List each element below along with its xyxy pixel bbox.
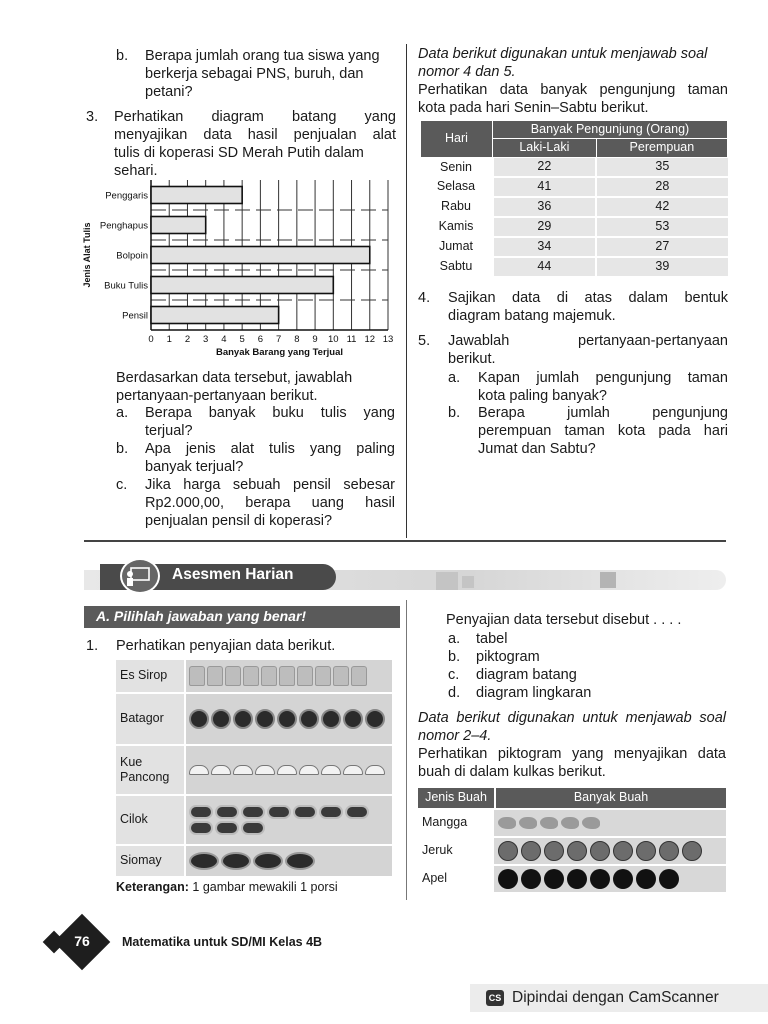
pictogram-row-label: Jeruk	[422, 843, 453, 858]
table-header-perempuan: Perempuan	[596, 139, 727, 157]
kue-pancong-icon	[255, 765, 275, 775]
table-header-group: Banyak Pengunjung (Orang)	[493, 121, 728, 139]
decor-square	[462, 576, 474, 588]
fruit-pictogram-header	[418, 788, 726, 808]
cilok-plate-icon	[345, 805, 369, 819]
chart-y-axis-label: Jenis Alat Tulis	[82, 222, 92, 288]
pictogram-row-icons	[186, 796, 392, 844]
question-text: Kapan jumlah pengunjung taman	[478, 370, 728, 386]
question-text: tulis di koperasi SD Merah Putih dalam	[114, 145, 364, 161]
question-text: menyajikan data hasil penjualan alat	[114, 127, 396, 143]
option-letter: a.	[448, 631, 461, 647]
mangga-icon	[540, 817, 558, 829]
header-jenis-buah: Jenis Buah	[425, 790, 487, 805]
question-text: Sajikan data di atas dalam bentuk	[448, 290, 728, 306]
question-text: diagram batang majemuk.	[448, 308, 616, 324]
option-letter: b.	[448, 649, 461, 665]
question-text: banyak terjual?	[145, 459, 244, 475]
paragraph-text: Perhatikan piktogram yang menyajikan data	[418, 746, 726, 762]
option-text: tabel	[476, 631, 508, 647]
jeruk-icon	[521, 841, 541, 861]
question-text: Perhatikan penyajian data berikut.	[116, 638, 336, 654]
es-sirop-glass-icon	[333, 666, 349, 686]
camscanner-watermark	[470, 984, 768, 1012]
table-cell-laki: 22	[493, 157, 597, 177]
cilok-plate-icon	[241, 805, 265, 819]
pictogram-row-label: Siomay	[116, 846, 186, 876]
legend-note-text: 1 gambar mewakili 1 porsi	[188, 880, 338, 894]
es-sirop-glass-icon	[189, 666, 205, 686]
legend-note-label: Keterangan:	[116, 880, 189, 894]
table-row	[421, 217, 728, 237]
item-letter: a.	[116, 405, 129, 421]
question-text: Jumat dan Sabtu?	[478, 441, 596, 457]
question-text: Perhatikan diagram batang yang	[114, 109, 396, 125]
option-text: diagram lingkaran	[476, 685, 592, 701]
es-sirop-glass-icon	[207, 666, 223, 686]
pictogram-row-label: Cilok	[116, 796, 186, 844]
question-text: penjualan pensil di koperasi?	[145, 513, 333, 529]
cilok-plate-icon	[241, 821, 265, 835]
siomay-plate-icon	[189, 852, 219, 870]
pictogram-row-icons	[186, 846, 392, 876]
es-sirop-glass-icon	[297, 666, 313, 686]
pictogram-row-label: Batagor	[116, 694, 186, 744]
chart-bar	[151, 217, 206, 234]
chart-tick-label: 7	[275, 334, 282, 345]
legend-note	[116, 880, 338, 895]
mangga-icon	[519, 817, 537, 829]
header-banyak-buah: Banyak Buah	[494, 788, 726, 808]
table-cell-day: Kamis	[438, 219, 474, 234]
question-text: Berapa jumlah orang tua siswa yang	[145, 48, 380, 64]
chart-svg	[84, 178, 402, 360]
question-text: Berapa jumlah pengunjung	[478, 405, 728, 421]
question-text: Rp2.000,00, berapa uang hasil	[145, 495, 395, 511]
section-a-heading: A. Pilihlah jawaban yang benar!	[84, 606, 400, 628]
pictogram-row-label: Kue Pancong	[116, 746, 186, 794]
chart-tick-label: 12	[364, 334, 376, 345]
instruction-text: pertanyaan-pertanyaan berikut.	[116, 388, 318, 404]
chart-bar	[151, 277, 333, 294]
paragraph-text: Perhatikan data banyak pengunjung taman	[418, 82, 728, 98]
apel-icon	[498, 869, 518, 889]
batagor-plate-icon	[211, 709, 231, 729]
table-cell-perempuan: 27	[596, 237, 727, 257]
chart-bar	[151, 247, 370, 264]
apel-icon	[636, 869, 656, 889]
table-row	[421, 157, 728, 177]
table-row	[421, 177, 728, 197]
siomay-plate-icon	[285, 852, 315, 870]
question-text: Apa jenis alat tulis yang paling	[145, 441, 395, 457]
column-divider	[406, 44, 407, 538]
question-text: Jika harga sebuah pensil sebesar	[145, 477, 395, 493]
item-letter: a.	[448, 370, 461, 386]
table-header-hari: Hari	[421, 121, 493, 158]
table-cell-laki: 29	[493, 217, 597, 237]
table-cell-day: Senin	[440, 159, 472, 174]
question-number: 4.	[418, 290, 431, 306]
chart-tick-label: 13	[382, 334, 394, 345]
chart-tick-label: 5	[239, 334, 245, 345]
teacher-board-icon	[120, 558, 160, 594]
chart-tick-label: 0	[148, 334, 154, 345]
page-number: 76	[74, 933, 90, 949]
chart-tick-label: 2	[184, 334, 191, 345]
paragraph-text: buah di dalam kulkas berikut.	[418, 764, 606, 780]
pictogram-row	[116, 660, 392, 694]
chart-x-axis-label: Banyak Barang yang Terjual	[215, 347, 344, 358]
table-cell-perempuan: 28	[596, 177, 727, 197]
cilok-plate-icon	[189, 805, 213, 819]
decor-square	[600, 572, 616, 588]
chart-tick-label: 11	[346, 334, 357, 345]
pictogram-row	[116, 694, 392, 746]
intro-text: nomor 2–4.	[418, 728, 492, 744]
question-text: petani?	[145, 84, 193, 100]
question-text: sehari.	[114, 163, 158, 179]
apel-icon	[659, 869, 679, 889]
instruction-text: Berdasarkan data tersebut, jawablah	[116, 370, 353, 386]
kue-pancong-icon	[365, 765, 385, 775]
table-cell-laki: 34	[493, 237, 597, 257]
book-title: Matematika untuk SD/MI Kelas 4B	[122, 935, 323, 949]
question-text: perempuan taman kota pada hari	[478, 423, 728, 439]
apel-icon	[521, 869, 541, 889]
option-text: piktogram	[476, 649, 540, 665]
siomay-plate-icon	[253, 852, 283, 870]
chart-tick-label: 4	[221, 334, 227, 345]
pictogram-row-icons	[494, 810, 726, 836]
chart-bar	[151, 307, 279, 324]
question-text: berikut.	[448, 351, 496, 367]
pictogram-row	[418, 808, 726, 836]
jeruk-icon	[636, 841, 656, 861]
pictogram-row	[116, 846, 392, 878]
table-cell-perempuan: 42	[596, 197, 727, 217]
table-header-laki: Laki-Laki	[493, 139, 597, 157]
decor-square	[436, 572, 458, 590]
chart-category-label: Penghapus	[99, 220, 148, 232]
es-sirop-glass-icon	[351, 666, 367, 686]
pictogram-row-icons	[186, 694, 392, 744]
visitor-table	[420, 120, 728, 278]
question-number: 3.	[86, 109, 99, 125]
cilok-plate-icon	[293, 805, 317, 819]
intro-text: Data berikut digunakan untuk menjawab soal	[418, 46, 708, 62]
mangga-icon	[582, 817, 600, 829]
pictogram-row-label: Es Sirop	[116, 660, 186, 692]
jeruk-icon	[544, 841, 564, 861]
kue-pancong-icon	[321, 765, 341, 775]
chart-bar	[151, 187, 242, 204]
asesmen-title: Asesmen Harian	[172, 566, 294, 583]
es-sirop-glass-icon	[279, 666, 295, 686]
item-letter: b.	[116, 48, 129, 64]
table-cell-day: Rabu	[441, 199, 471, 214]
camscanner-logo-icon: CS	[486, 990, 504, 1006]
mangga-icon	[498, 817, 516, 829]
item-letter: b.	[448, 405, 461, 421]
batagor-plate-icon	[365, 709, 385, 729]
siomay-plate-icon	[221, 852, 251, 870]
chart-tick-label: 6	[257, 334, 264, 345]
apel-icon	[567, 869, 587, 889]
kue-pancong-icon	[211, 765, 231, 775]
intro-text: Data berikut digunakan untuk menjawab soal	[418, 710, 726, 726]
pictogram-row-label: Mangga	[422, 815, 468, 830]
jeruk-icon	[682, 841, 702, 861]
intro-text: nomor 4 dan 5.	[418, 64, 516, 80]
chart-category-label: Penggaris	[105, 190, 148, 202]
chart-tick-label: 1	[166, 334, 172, 345]
paragraph-text: kota pada hari Senin–Sabtu berikut.	[418, 100, 649, 116]
table-row	[421, 257, 728, 277]
es-sirop-glass-icon	[225, 666, 241, 686]
chart-tick-label: 10	[328, 334, 339, 345]
cilok-plate-icon	[215, 805, 239, 819]
pictogram-row-icons	[494, 866, 726, 892]
kue-pancong-icon	[343, 765, 363, 775]
kue-pancong-icon	[277, 765, 297, 775]
item-letter: c.	[116, 477, 128, 493]
cilok-plate-icon	[189, 821, 213, 835]
chart-category-label: Bolpoin	[116, 250, 148, 262]
stationery-sales-bar-chart	[84, 178, 402, 360]
chart-tick-label: 9	[312, 334, 318, 345]
kue-pancong-icon	[299, 765, 319, 775]
question-number: 1.	[86, 638, 99, 654]
jeruk-icon	[498, 841, 518, 861]
table-cell-laki: 41	[493, 177, 597, 197]
section-divider	[84, 540, 726, 542]
question-number: 5.	[418, 333, 431, 349]
table-row	[421, 237, 728, 257]
pictogram-row-icons	[494, 838, 726, 864]
batagor-plate-icon	[233, 709, 253, 729]
table-cell-laki: 44	[493, 257, 597, 277]
pictogram-row	[418, 836, 726, 864]
jeruk-icon	[659, 841, 679, 861]
cilok-plate-icon	[319, 805, 343, 819]
batagor-plate-icon	[255, 709, 275, 729]
question-text: Penyajian data tersebut disebut . . . .	[446, 612, 682, 628]
question-text: kota paling banyak?	[478, 388, 607, 404]
es-sirop-glass-icon	[261, 666, 277, 686]
pictogram-row-icons	[186, 746, 392, 794]
apel-icon	[613, 869, 633, 889]
question-text: terjual?	[145, 423, 193, 439]
column-divider-lower	[406, 600, 407, 900]
pictogram-row	[116, 796, 392, 846]
option-text: diagram batang	[476, 667, 577, 683]
apel-icon	[544, 869, 564, 889]
jeruk-icon	[590, 841, 610, 861]
question-text: Jawablah pertanyaan-pertanyaan	[448, 333, 728, 349]
pictogram-row-label: Apel	[422, 871, 448, 886]
jeruk-icon	[567, 841, 587, 861]
camscanner-text: Dipindai dengan CamScanner	[512, 988, 719, 1006]
es-sirop-glass-icon	[315, 666, 331, 686]
batagor-plate-icon	[277, 709, 297, 729]
es-sirop-glass-icon	[243, 666, 259, 686]
table-cell-day: Jumat	[438, 239, 474, 254]
pictogram-row	[116, 746, 392, 796]
jeruk-icon	[613, 841, 633, 861]
kue-pancong-icon	[233, 765, 253, 775]
kue-pancong-icon	[189, 765, 209, 775]
table-cell-perempuan: 35	[596, 157, 727, 177]
chart-category-label: Pensil	[122, 310, 148, 322]
batagor-plate-icon	[299, 709, 319, 729]
option-letter: c.	[448, 667, 460, 683]
fruit-pictogram	[418, 788, 726, 892]
chart-tick-label: 3	[203, 334, 209, 345]
batagor-plate-icon	[343, 709, 363, 729]
cilok-plate-icon	[215, 821, 239, 835]
chart-category-label: Buku Tulis	[104, 280, 148, 292]
snack-pictogram	[116, 660, 392, 878]
table-row	[421, 197, 728, 217]
item-letter: b.	[116, 441, 129, 457]
batagor-plate-icon	[321, 709, 341, 729]
table-cell-perempuan: 39	[596, 257, 727, 277]
option-letter: d.	[448, 685, 461, 701]
pictogram-row-icons	[186, 660, 392, 692]
apel-icon	[590, 869, 610, 889]
table-cell-day: Selasa	[436, 179, 476, 194]
pictogram-row	[418, 864, 726, 892]
batagor-plate-icon	[189, 709, 209, 729]
table-cell-laki: 36	[493, 197, 597, 217]
mangga-icon	[561, 817, 579, 829]
table-cell-day: Sabtu	[439, 259, 473, 274]
chart-tick-label: 8	[294, 334, 300, 345]
question-text: berkerja sebagai PNS, buruh, dan	[145, 66, 364, 82]
table-cell-perempuan: 53	[596, 217, 727, 237]
cilok-plate-icon	[267, 805, 291, 819]
question-text: Berapa banyak buku tulis yang	[145, 405, 395, 421]
